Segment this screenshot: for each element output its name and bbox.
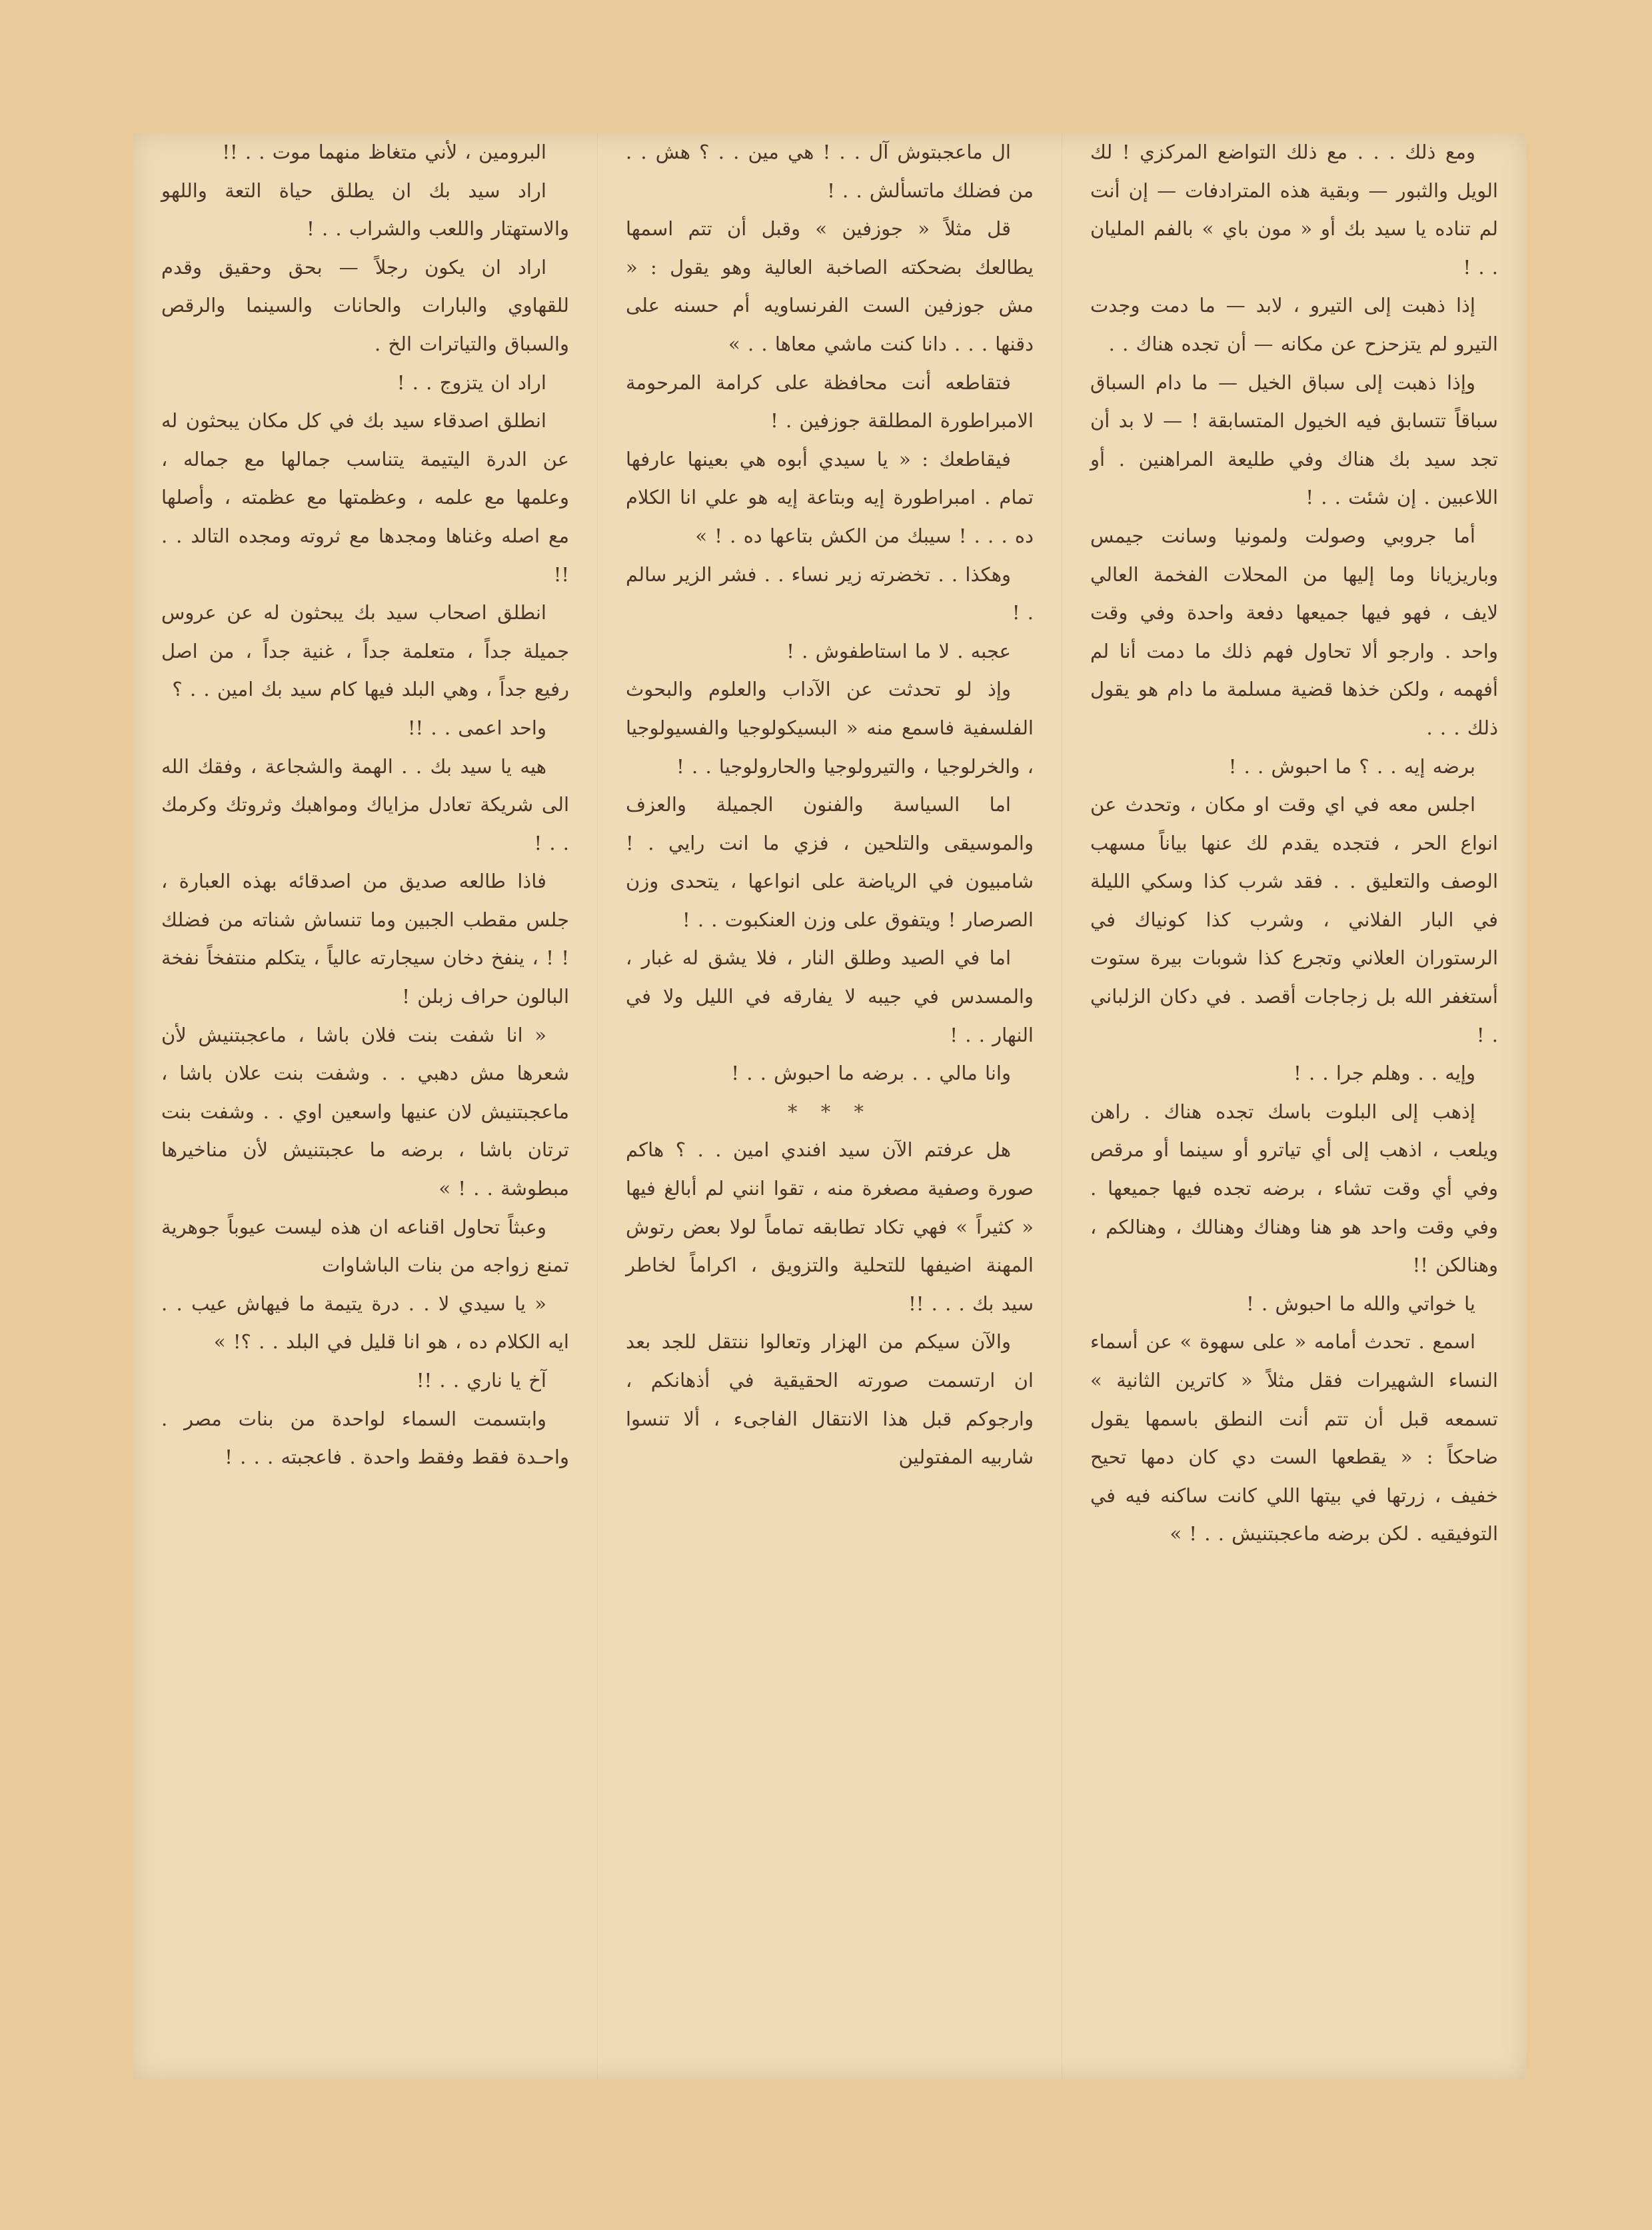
paragraph: فتقاطعه أنت محافظة على كرامة المرحومة الامبراطورة المطلقة جوزفين . ! — [626, 371, 1034, 433]
paragraph: اجلس معه في اي وقت او مكان ، وتحدث عن انواع الحر ، فتجده يقدم لك عنها بياناً مسهب الوصف والتعليق . . فقد شرب كذا وسكي الليلة في البار الفلاني ، وشرب كذا كونياك في الرستوران العلاني وتجرع كذا شوبات بيرة ستوت أستغفر الله بل زجاجات أقصد . في دكان الزلباني . ! — [1090, 793, 1498, 1046]
paragraph: « يا سيدي لا . . درة يتيمة ما فيهاش عيب . . ايه الكلام ده ، هو انا قليل في البلد . . ؟! » — [161, 1292, 569, 1354]
paragraph: ومع ذلك . . . مع ذلك التواضع المركزي ! لك الويل والثبور — وبقية هذه المترادفات — إن أنت لم تناده يا سيد بك أو « مون باي » بالفم المليان . . ! — [1090, 141, 1498, 279]
paragraph: واحد اعمى . . !! — [407, 716, 546, 739]
paragraph: قل مثلاً « جوزفين » وقبل أن تتم اسمها يطالعك بضحكته الصاخبة العالية وهو يقول : « مش جوزفين الست الفرنساويه أم حسنه على دقنها . . . دانا كنت ماشي معاها . . » — [626, 217, 1034, 355]
paragraph: وإذ لو تحدثت عن الآداب والعلوم والبحوث الفلسفية فاسمع منه « البسيكولوجيا والفسيولوجيا ، والخرلوجيا ، والتيرولوجيا والحارولوجيا . . ! — [626, 678, 1034, 778]
paragraph: وهكذا . . تخضرته زير نساء . . فشر الزير سالم . ! — [626, 562, 1034, 624]
paragraph: انطلق اصدقاء سيد بك في كل مكان يبحثون له عن الدرة اليتيمة يتناسب جمالها مع جماله ، وعلمها مع علمه ، وعظمتها مع عظمته ، وأصلها مع اصله وغناها ومجدها مع ثروته ومجده التالد . . !! — [161, 409, 569, 586]
column-middle — [598, 133, 1062, 2079]
column-left — [133, 133, 598, 2079]
paragraph: عجبه . لا ما استاطفوش . ! — [786, 639, 1011, 662]
paragraph: إذهب إلى البلوت باسك تجده هناك . راهن ويلعب ، اذهب إلى أي تياترو أو سينما أو مرقص وفي أي وقت تشاء ، برضه تجده فيها جميعها . وفي وقت واحد هو هنا وهناك وهنالك ، وهنالكم ، وهنالكن !! — [1090, 1100, 1498, 1277]
paragraph: وإذا ذهبت إلى سباق الخيل — ما دام السباق سباقاً تتسابق فيه الخيول المتسابقة ! — لا بد أن تجد سيد بك هناك وفي طليعة المراهنين . أو اللاعبين . إن شئت . . ! — [1090, 371, 1498, 509]
paragraph: وإيه . . وهلم جرا . . ! — [1293, 1062, 1475, 1085]
paragraph: اراد سيد بك ان يطلق حياة التعة واللهو والاستهتار واللعب والشراب . . ! — [161, 179, 569, 241]
paragraph: يا خواتي والله ما احبوش . ! — [1246, 1292, 1475, 1315]
paragraph: اما في الصيد وطلق النار ، فلا يشق له غبار ، والمسدس في جيبه لا يفارقه في الليل ولا في النهار . . ! — [626, 946, 1034, 1046]
paragraph: اما السياسة والفنون الجميلة والعزف والموسيقى والتلحين ، فزي ما انت رايي . ! شامبيون في الرياضة على انواعها ، يتحدى وزن الصرصار ! ويتفوق على وزن العنكبوت . . ! — [626, 793, 1034, 931]
paragraph: هيه يا سيد بك . . الهمة والشجاعة ، وفقك الله الى شريكة تعادل مزاياك ومواهبك وثروتك وكرمك . . ! — [161, 754, 569, 854]
paragraph: وانا مالي . . برضه ما احبوش . . ! — [731, 1062, 1011, 1085]
section-separator: * * * — [788, 1100, 872, 1123]
paragraph: اراد ان يتزوج . . ! — [397, 371, 546, 394]
paragraph: هل عرفتم الآن سيد افندي امين . . ؟ هاكم صورة وصفية مصغرة منه ، تقوا انني لم أبالغ فيها « كثيراً » فهي تكاد تطابقه تماماً لولا بعض رتوش المهنة اضيفها للتحلية والتزويق ، اكراماً لخاطر سيد بك . . . !! — [626, 1138, 1034, 1315]
text-columns — [133, 133, 1526, 2079]
paragraph: والآن سيكم من الهزار وتعالوا ننتقل للجد بعد ان ارتسمت صورته الحقيقية في أذهانكم ، وارجوكم قبل هذا الانتقال الفاجىء ، ألا تنسوا شاربيه المفتولين — [626, 1330, 1034, 1469]
paragraph: برضه إيه . . ؟ ما احبوش . . ! — [1228, 754, 1475, 778]
paragraph: انطلق اصحاب سيد بك يبحثون له عن عروس جميلة جداً ، متعلمة جداً ، غنية جداً ، من اصل رفيع جداً ، وهي البلد فيها كام سيد بك امين . . ؟ — [161, 601, 569, 701]
paragraph: أما جروبي وصولت ولمونيا وسانت جيمس وباريزيانا وما إليها من المحلات الفخمة العالي لايف ، فهو فيها جميعها دفعة واحدة وفي وقت واحد . وارجو ألا تحاول فهم ذلك ما دمت أنا لم أفهمه ، ولكن خذها قضية مسلمة ما دام هو يقول ذلك . . . — [1090, 524, 1498, 739]
paragraph: فيقاطعك : « يا سيدي أبوه هي بعينها عارفها تمام . امبراطورة إيه وبتاعة إيه هو علي انا الكلام ده . . . ! سيبك من الكش بتاعها ده . ! » — [626, 447, 1034, 547]
paragraph: اسمع . تحدث أمامه « على سهوة » عن أسماء النساء الشهيرات فقل مثلاً « كاترين الثانية » تسمعه قبل أن تتم أنت النطق باسمها يقول ضاحكاً : « يقطعها الست دي كان دمها تحيح خفيف ، زرتها في بيتها اللي كانت ساكنه فيه في التوفيقيه . لكن برضه ماعجبتنيش . . ! » — [1090, 1330, 1498, 1546]
paragraph: ال ماعجبتوش آل . . ! هي مين . . ؟ هش . . من فضلك ماتسألش . . ! — [626, 141, 1034, 202]
newspaper-page — [133, 133, 1526, 2079]
paragraph: اراد ان يكون رجلاً — بحق وحقيق وقدم للقهاوي والبارات والحانات والسينما والرقص والسباق والتياترات الخ . — [161, 255, 569, 355]
paragraph: آخ يا ناري . . !! — [416, 1369, 546, 1392]
paragraph: إذا ذهبت إلى التيرو ، لابد — ما دمت وجدت التيرو لم يتزحزح عن مكانه — أن تجده هناك . . — [1090, 294, 1498, 355]
paragraph: « انا شفت بنت فلان باشا ، ماعجبتنيش لأن شعرها مش دهبي . . وشفت بنت علان باشا ، ماعجبتنيش لان عنيها واسعين اوي . . وشفت بنت ترتان باشا ، برضه ما عجبتنيش لأن مناخيرها مبطوشة . . ! » — [161, 1023, 569, 1200]
paragraph: فاذا طالعه صديق من اصدقائه بهذه العبارة ، جلس مقطب الجبين وما تنساش شناته من فضلك ! ! ، ينفخ دخان سيجارته عالياً ، يتكلم منتفخاً نفخة البالون حراف زبلن ! — [161, 870, 569, 1008]
paragraph: وعبثاً تحاول اقناعه ان هذه ليست عيوباً جوهرية تمنع زواجه من بنات الباشاوات — [161, 1215, 569, 1277]
paragraph: البرومين ، لأني متغاظ منهما موت . . !! — [222, 141, 546, 163]
column-right — [1062, 133, 1526, 2079]
paragraph: وابتسمت السماء لواحدة من بنات مصر . واحـدة فقط وفقط واحدة . فاعجبته . . . ! — [161, 1407, 569, 1469]
